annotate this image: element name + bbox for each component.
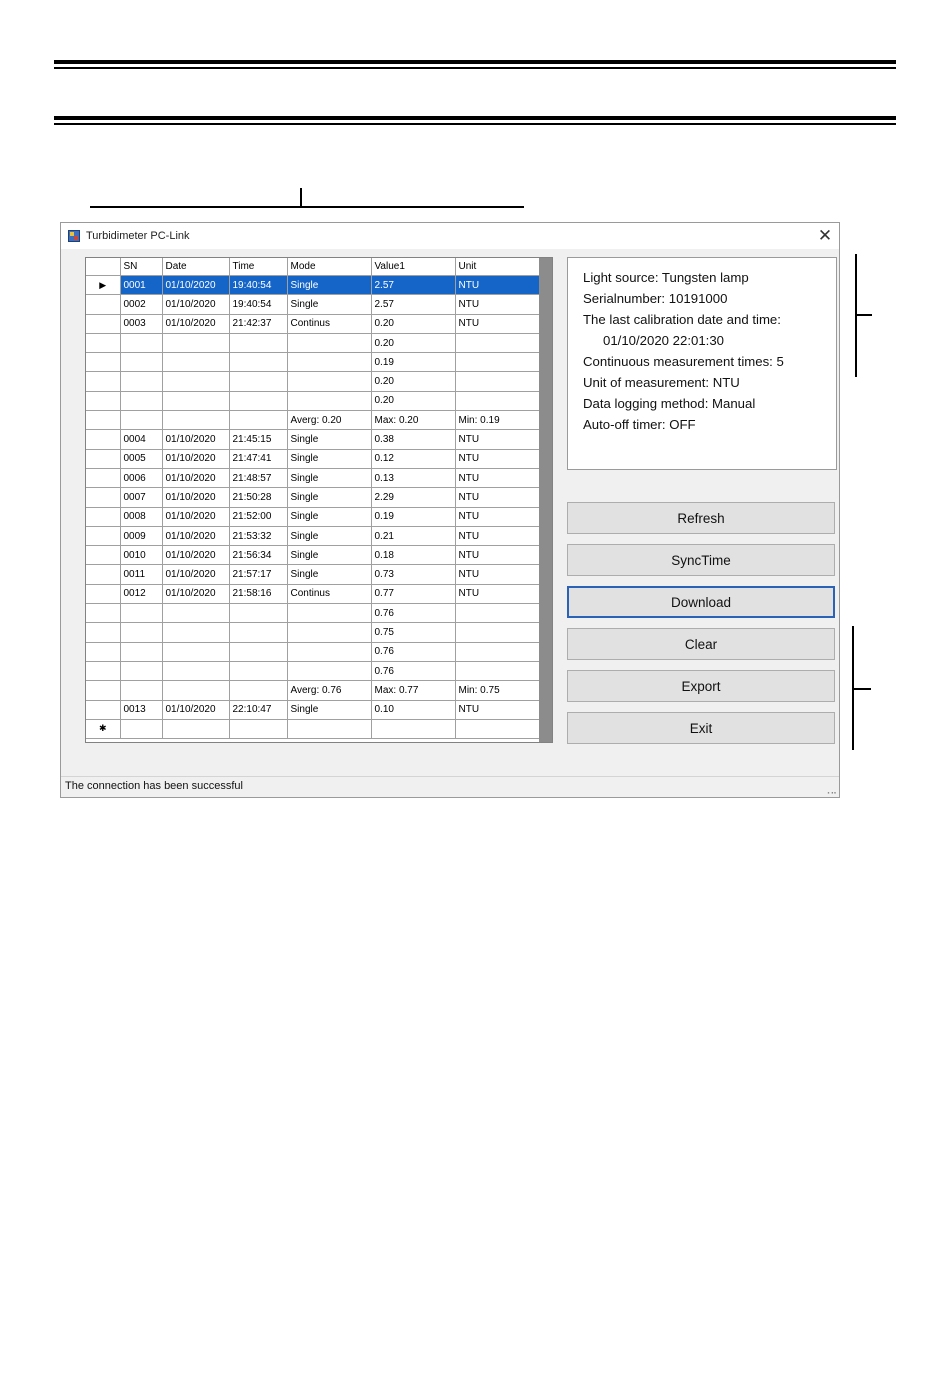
cell-time[interactable]: 19:40:54 <box>229 295 287 314</box>
second-rule-thick <box>54 116 896 120</box>
synctime-button[interactable]: SyncTime <box>567 544 835 576</box>
cell-mode[interactable]: Single <box>287 276 371 295</box>
cell-mode[interactable]: Continus <box>287 584 371 603</box>
row-header[interactable] <box>86 333 120 352</box>
table-row[interactable] <box>86 584 539 603</box>
row-header-corner <box>86 258 120 276</box>
row-header[interactable] <box>86 314 120 333</box>
row-header[interactable] <box>86 372 120 391</box>
cell-unit[interactable] <box>455 372 539 391</box>
info-continuous-times: Continuous measurement times: 5 <box>583 354 784 369</box>
cell-time[interactable] <box>229 391 287 410</box>
table-row[interactable] <box>86 623 539 642</box>
cell-mode[interactable] <box>287 333 371 352</box>
cell-value1[interactable]: Max: 0.20 <box>371 411 455 430</box>
cell-value1[interactable]: 2.57 <box>371 295 455 314</box>
cell-unit[interactable] <box>455 642 539 661</box>
cell-date[interactable]: 01/10/2020 <box>162 488 229 507</box>
cell-mode[interactable]: Single <box>287 430 371 449</box>
cell-mode[interactable]: Single <box>287 468 371 487</box>
cell-unit[interactable]: NTU <box>455 488 539 507</box>
header-row <box>86 258 539 276</box>
cell-value1[interactable]: 0.20 <box>371 314 455 333</box>
cell-sn[interactable]: 0009 <box>120 526 162 545</box>
row-header[interactable] <box>86 468 120 487</box>
cell-time[interactable] <box>229 604 287 623</box>
table-row[interactable] <box>86 604 539 623</box>
cell-mode[interactable]: Averg: 0.76 <box>287 681 371 700</box>
second-rule-thin <box>54 123 896 125</box>
row-header[interactable] <box>86 449 120 468</box>
cell-mode[interactable]: Single <box>287 546 371 565</box>
cell-sn[interactable]: 0001 <box>120 276 162 295</box>
export-button[interactable]: Export <box>567 670 835 702</box>
row-header[interactable] <box>86 488 120 507</box>
device-info-panel <box>567 257 837 470</box>
callout-bracket-info-tick <box>855 314 872 316</box>
cell-mode[interactable]: Single <box>287 449 371 468</box>
cell-sn[interactable]: 0007 <box>120 488 162 507</box>
title-bar <box>61 223 839 249</box>
row-header[interactable] <box>86 526 120 545</box>
cell-unit[interactable]: NTU <box>455 468 539 487</box>
cell-unit[interactable] <box>455 719 539 738</box>
cell-sn[interactable] <box>120 411 162 430</box>
cell-time[interactable] <box>229 719 287 738</box>
cell-time[interactable]: 21:58:16 <box>229 584 287 603</box>
cell-time[interactable] <box>229 681 287 700</box>
exit-button[interactable]: Exit <box>567 712 835 744</box>
column-header-sn[interactable]: SN <box>120 258 162 276</box>
row-header[interactable]: ▶ <box>86 276 120 295</box>
cell-unit[interactable] <box>455 623 539 642</box>
table-row[interactable] <box>86 295 539 314</box>
cell-date[interactable]: 01/10/2020 <box>162 526 229 545</box>
cell-time[interactable] <box>229 333 287 352</box>
cell-date[interactable] <box>162 353 229 372</box>
cell-value1[interactable]: 2.29 <box>371 488 455 507</box>
cell-mode[interactable]: Continus <box>287 314 371 333</box>
cell-sn[interactable] <box>120 642 162 661</box>
cell-date[interactable]: 01/10/2020 <box>162 430 229 449</box>
row-header[interactable] <box>86 700 120 719</box>
row-header[interactable] <box>86 661 120 680</box>
row-header[interactable] <box>86 623 120 642</box>
cell-time[interactable]: 21:45:15 <box>229 430 287 449</box>
row-header[interactable] <box>86 430 120 449</box>
cell-unit[interactable] <box>455 604 539 623</box>
table-row[interactable] <box>86 507 539 526</box>
table-row[interactable] <box>86 700 539 719</box>
cell-sn[interactable] <box>120 681 162 700</box>
cell-unit[interactable] <box>455 333 539 352</box>
cell-unit[interactable]: NTU <box>455 295 539 314</box>
cell-mode[interactable]: Single <box>287 565 371 584</box>
cell-time[interactable] <box>229 661 287 680</box>
cell-date[interactable]: 01/10/2020 <box>162 314 229 333</box>
cell-value1[interactable]: 0.12 <box>371 449 455 468</box>
cell-date[interactable]: 01/10/2020 <box>162 449 229 468</box>
data-grid[interactable] <box>85 257 553 743</box>
cell-mode[interactable] <box>287 353 371 372</box>
cell-date[interactable] <box>162 372 229 391</box>
cell-value1[interactable]: Max: 0.77 <box>371 681 455 700</box>
cell-mode[interactable] <box>287 391 371 410</box>
cell-unit[interactable]: NTU <box>455 700 539 719</box>
table-row[interactable] <box>86 681 539 700</box>
row-header[interactable] <box>86 604 120 623</box>
column-header-date[interactable]: Date <box>162 258 229 276</box>
cell-date[interactable]: 01/10/2020 <box>162 507 229 526</box>
column-header-unit[interactable]: Unit <box>455 258 539 276</box>
column-header-mode[interactable]: Mode <box>287 258 371 276</box>
top-rule-thin <box>54 67 896 69</box>
cell-sn[interactable]: 0005 <box>120 449 162 468</box>
cell-value1[interactable]: 0.10 <box>371 700 455 719</box>
cell-mode[interactable]: Single <box>287 488 371 507</box>
cell-mode[interactable] <box>287 642 371 661</box>
cell-value1[interactable]: 0.73 <box>371 565 455 584</box>
callout-line-top-horizontal <box>90 206 524 208</box>
table-row[interactable] <box>86 449 539 468</box>
measurement-table <box>86 258 540 739</box>
cell-sn[interactable] <box>120 719 162 738</box>
cell-time[interactable] <box>229 372 287 391</box>
cell-time[interactable] <box>229 623 287 642</box>
cell-mode[interactable] <box>287 372 371 391</box>
table-row[interactable] <box>86 546 539 565</box>
cell-unit[interactable]: Min: 0.75 <box>455 681 539 700</box>
cell-date[interactable]: 01/10/2020 <box>162 565 229 584</box>
cell-sn[interactable]: 0002 <box>120 295 162 314</box>
info-unit: Unit of measurement: NTU <box>583 375 740 390</box>
cell-unit[interactable]: NTU <box>455 276 539 295</box>
status-bar <box>61 776 839 797</box>
cell-date[interactable] <box>162 411 229 430</box>
cell-unit[interactable]: NTU <box>455 565 539 584</box>
cell-time[interactable]: 21:48:57 <box>229 468 287 487</box>
cell-date[interactable]: 01/10/2020 <box>162 295 229 314</box>
cell-time[interactable]: 21:52:00 <box>229 507 287 526</box>
vertical-scrollbar[interactable] <box>539 258 552 742</box>
cell-sn[interactable] <box>120 661 162 680</box>
info-calibration-datetime: 01/10/2020 22:01:30 <box>603 333 724 348</box>
row-header[interactable] <box>86 411 120 430</box>
cell-unit[interactable] <box>455 391 539 410</box>
row-header[interactable] <box>86 642 120 661</box>
cell-value1[interactable]: 0.77 <box>371 584 455 603</box>
app-window <box>60 222 840 798</box>
cell-mode[interactable]: Single <box>287 526 371 545</box>
cell-time[interactable]: 21:50:28 <box>229 488 287 507</box>
table-row[interactable] <box>86 661 539 680</box>
table-row[interactable] <box>86 565 539 584</box>
cell-mode[interactable]: Averg: 0.20 <box>287 411 371 430</box>
cell-sn[interactable]: 0011 <box>120 565 162 584</box>
cell-date[interactable] <box>162 661 229 680</box>
cell-unit[interactable]: Min: 0.19 <box>455 411 539 430</box>
table-row[interactable] <box>86 314 539 333</box>
cell-sn[interactable] <box>120 604 162 623</box>
cell-sn[interactable]: 0008 <box>120 507 162 526</box>
cell-sn[interactable]: 0003 <box>120 314 162 333</box>
table-row[interactable] <box>86 372 539 391</box>
cell-time[interactable]: 21:42:37 <box>229 314 287 333</box>
cell-unit[interactable]: NTU <box>455 314 539 333</box>
cell-sn[interactable] <box>120 391 162 410</box>
table-row[interactable] <box>86 468 539 487</box>
column-header-time[interactable]: Time <box>229 258 287 276</box>
clear-button[interactable]: Clear <box>567 628 835 660</box>
cell-unit[interactable] <box>455 661 539 680</box>
cell-value1[interactable]: 0.19 <box>371 353 455 372</box>
cell-value1[interactable]: 0.13 <box>371 468 455 487</box>
cell-sn[interactable] <box>120 623 162 642</box>
cell-date[interactable]: 01/10/2020 <box>162 546 229 565</box>
cell-date[interactable] <box>162 333 229 352</box>
cell-mode[interactable] <box>287 623 371 642</box>
row-header[interactable]: ✱ <box>86 719 120 738</box>
table-row[interactable] <box>86 276 539 295</box>
table-row[interactable] <box>86 411 539 430</box>
cell-sn[interactable]: 0013 <box>120 700 162 719</box>
download-button[interactable]: Download <box>567 586 835 618</box>
cell-date[interactable]: 01/10/2020 <box>162 276 229 295</box>
cell-time[interactable] <box>229 642 287 661</box>
cell-date[interactable]: 01/10/2020 <box>162 584 229 603</box>
cell-mode[interactable]: Single <box>287 295 371 314</box>
cell-time[interactable] <box>229 353 287 372</box>
cell-value1[interactable]: 0.76 <box>371 604 455 623</box>
cell-unit[interactable]: NTU <box>455 584 539 603</box>
cell-sn[interactable]: 0006 <box>120 468 162 487</box>
cell-time[interactable]: 21:56:34 <box>229 546 287 565</box>
cell-date[interactable] <box>162 681 229 700</box>
cell-date[interactable] <box>162 391 229 410</box>
cell-unit[interactable]: NTU <box>455 546 539 565</box>
cell-value1[interactable]: 0.20 <box>371 333 455 352</box>
cell-value1[interactable]: 0.18 <box>371 546 455 565</box>
cell-mode[interactable] <box>287 661 371 680</box>
cell-sn[interactable] <box>120 372 162 391</box>
info-logging-method: Data logging method: Manual <box>583 396 756 411</box>
table-row[interactable] <box>86 430 539 449</box>
close-button[interactable]: ✕ <box>817 226 833 245</box>
cell-sn[interactable]: 0012 <box>120 584 162 603</box>
row-header[interactable] <box>86 295 120 314</box>
row-header[interactable] <box>86 565 120 584</box>
cell-unit[interactable]: NTU <box>455 526 539 545</box>
app-icon <box>68 230 80 242</box>
cell-value1[interactable]: 2.57 <box>371 276 455 295</box>
cell-sn[interactable]: 0004 <box>120 430 162 449</box>
cell-value1[interactable]: 0.20 <box>371 391 455 410</box>
cell-value1[interactable]: 0.21 <box>371 526 455 545</box>
cell-sn[interactable]: 0010 <box>120 546 162 565</box>
cell-time[interactable]: 21:57:17 <box>229 565 287 584</box>
cell-mode[interactable]: Single <box>287 507 371 526</box>
row-header[interactable] <box>86 391 120 410</box>
info-serial-number: Serialnumber: 10191000 <box>583 291 728 306</box>
cell-date[interactable] <box>162 719 229 738</box>
row-header[interactable] <box>86 584 120 603</box>
resize-grip-icon[interactable]: ⠠⠤ <box>823 786 837 796</box>
cell-time[interactable]: 22:10:47 <box>229 700 287 719</box>
info-auto-off-timer: Auto-off timer: OFF <box>583 417 696 432</box>
cell-unit[interactable]: NTU <box>455 430 539 449</box>
cell-time[interactable]: 21:53:32 <box>229 526 287 545</box>
table-row[interactable] <box>86 353 539 372</box>
cell-value1[interactable]: 0.19 <box>371 507 455 526</box>
top-rule-thick <box>54 60 896 64</box>
callout-bracket-buttons-tick <box>852 688 871 690</box>
cell-date[interactable] <box>162 642 229 661</box>
table-row[interactable] <box>86 391 539 410</box>
row-header[interactable] <box>86 546 120 565</box>
refresh-button[interactable]: Refresh <box>567 502 835 534</box>
cell-sn[interactable] <box>120 333 162 352</box>
column-header-value1[interactable]: Value1 <box>371 258 455 276</box>
cell-mode[interactable]: Single <box>287 700 371 719</box>
status-text: The connection has been successful <box>65 780 243 792</box>
cell-mode[interactable] <box>287 604 371 623</box>
cell-date[interactable] <box>162 623 229 642</box>
row-header[interactable] <box>86 507 120 526</box>
cell-date[interactable] <box>162 604 229 623</box>
table-row[interactable] <box>86 488 539 507</box>
cell-value1[interactable]: 0.76 <box>371 642 455 661</box>
cell-value1[interactable]: 0.20 <box>371 372 455 391</box>
cell-time[interactable]: 21:47:41 <box>229 449 287 468</box>
cell-unit[interactable]: NTU <box>455 507 539 526</box>
table-row[interactable] <box>86 526 539 545</box>
cell-value1[interactable]: 0.75 <box>371 623 455 642</box>
cell-value1[interactable]: 0.38 <box>371 430 455 449</box>
row-header[interactable] <box>86 681 120 700</box>
table-row[interactable] <box>86 719 539 738</box>
table-row[interactable] <box>86 642 539 661</box>
cell-value1[interactable]: 0.76 <box>371 661 455 680</box>
callout-line-top-tick <box>300 188 302 207</box>
cell-sn[interactable] <box>120 353 162 372</box>
cell-date[interactable]: 01/10/2020 <box>162 700 229 719</box>
window-title: Turbidimeter PC-Link <box>86 230 190 242</box>
cell-time[interactable]: 19:40:54 <box>229 276 287 295</box>
cell-unit[interactable]: NTU <box>455 449 539 468</box>
cell-value1[interactable] <box>371 719 455 738</box>
table-row[interactable] <box>86 333 539 352</box>
info-calibration-label: The last calibration date and time: <box>583 312 781 327</box>
cell-mode[interactable] <box>287 719 371 738</box>
cell-date[interactable]: 01/10/2020 <box>162 468 229 487</box>
row-header[interactable] <box>86 353 120 372</box>
info-light-source: Light source: Tungsten lamp <box>583 270 749 285</box>
cell-unit[interactable] <box>455 353 539 372</box>
cell-time[interactable] <box>229 411 287 430</box>
